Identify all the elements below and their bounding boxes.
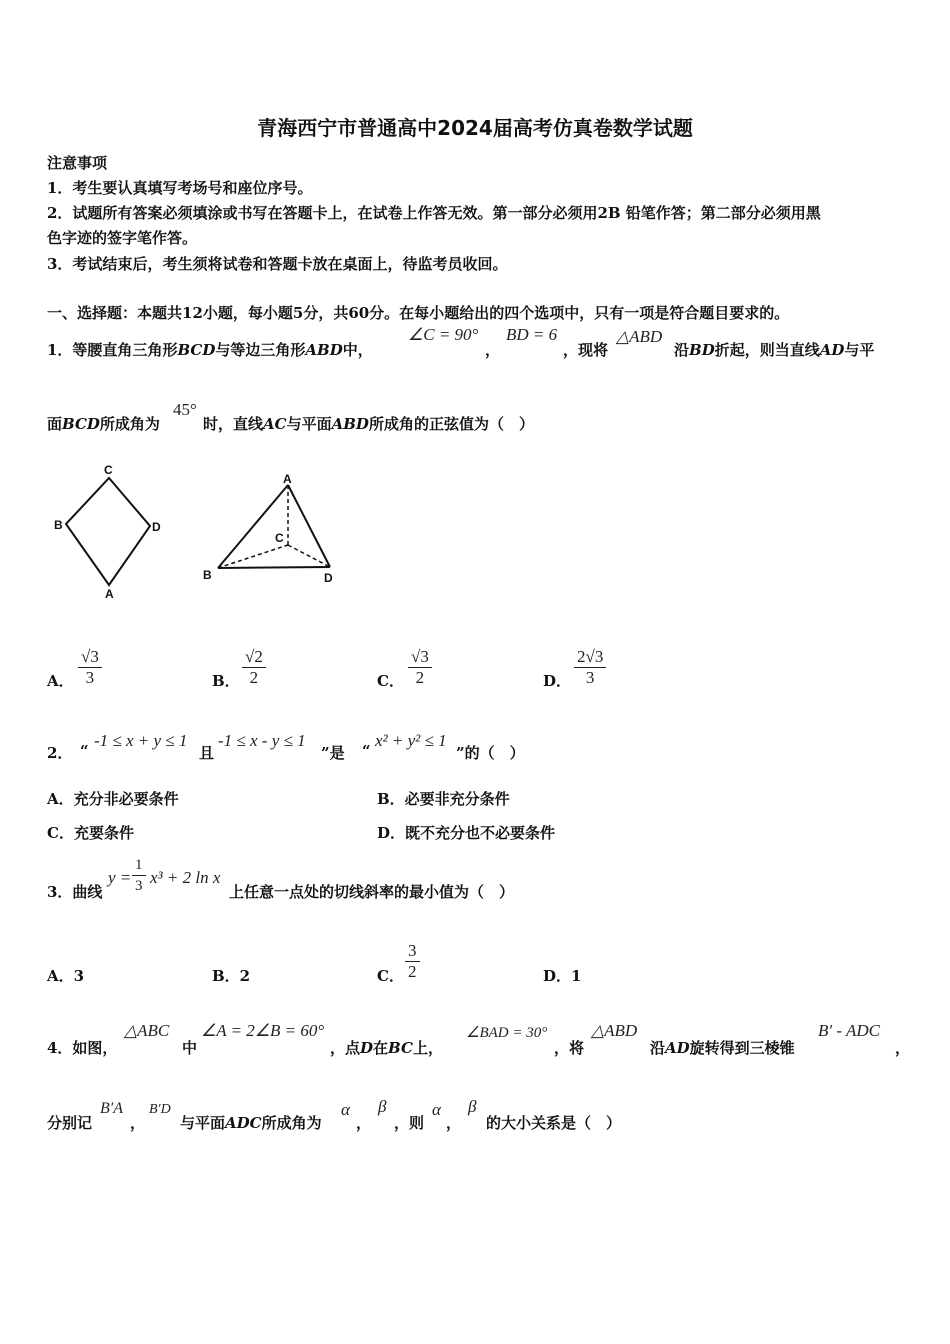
question-4-text: 沿AD旋转得到三棱锥 bbox=[650, 1039, 795, 1057]
math-curve-rest: x³ + 2 ln x bbox=[150, 868, 221, 887]
question-4-text: ，则 bbox=[394, 1114, 425, 1132]
fig-label-c: C bbox=[104, 463, 113, 477]
question-2-text-end: ”的（ ） bbox=[456, 744, 525, 762]
notice-item: 色字迹的签字笔作答。 bbox=[47, 229, 198, 247]
math-alpha: α bbox=[432, 1100, 441, 1119]
option-b: B．2 bbox=[212, 967, 251, 985]
fig-label-d: D bbox=[152, 520, 161, 534]
math-pyramid: B′ - ADC bbox=[818, 1021, 880, 1040]
math-angles: ∠A = 2∠B = 60° bbox=[201, 1021, 325, 1040]
question-1-line-2-end: 时，直线AC与平面ABD所成角的正弦值为（ ） bbox=[203, 415, 534, 433]
option-a-fraction: $\frac{√3}{3}$ bbox=[78, 647, 102, 688]
math-45-degree: 45° bbox=[173, 400, 197, 419]
option-b: B．必要非充分条件 bbox=[377, 790, 510, 808]
option-c-label: C． bbox=[377, 672, 404, 690]
question-4-line-2-text: 与平面ADC所成角为 bbox=[180, 1114, 322, 1132]
question-4-text: ，将 bbox=[554, 1039, 585, 1057]
option-a: A．3 bbox=[47, 967, 85, 985]
option-d: D．1 bbox=[543, 967, 582, 985]
page-title: 青海西宁市普通高中2024届高考仿真卷数学试题 bbox=[257, 116, 693, 140]
option-b-fraction: $\frac{√2}{2}$ bbox=[242, 647, 266, 688]
notice-heading: 注意事项 bbox=[47, 154, 108, 172]
math-one-third: $\frac{1}{3}$ bbox=[132, 855, 146, 896]
option-d-label: D． bbox=[543, 672, 572, 690]
question-1-text-end: 沿BD折起，则当直线AD与平 bbox=[674, 341, 875, 359]
question-1-line-1: 1．等腰直角三角形BCD与等边三角形ABD中， bbox=[47, 341, 373, 359]
option-a-label: A． bbox=[47, 672, 74, 690]
math-angle-c: ∠C = 90° bbox=[408, 325, 479, 344]
math-condition-3: x² + y² ≤ 1 bbox=[375, 731, 447, 750]
fig-label-c2: C bbox=[275, 531, 284, 545]
math-triangle-abd: △ABD bbox=[591, 1021, 638, 1040]
question-1-line-2: 面BCD所成角为 bbox=[47, 415, 160, 433]
option-c: C．充要条件 bbox=[47, 824, 134, 842]
question-4-text: 中 bbox=[182, 1039, 198, 1057]
math-beta: β bbox=[468, 1097, 477, 1116]
math-triangle-abd: △ABD bbox=[616, 327, 663, 346]
punct: ， bbox=[485, 341, 501, 359]
option-b-label: B． bbox=[212, 672, 240, 690]
punct: ， bbox=[895, 1039, 911, 1057]
math-beta: β bbox=[378, 1097, 387, 1116]
option-a: A．充分非必要条件 bbox=[47, 790, 179, 808]
square-bcd-figure bbox=[66, 478, 150, 585]
section-heading: 一、选择题：本题共12小题，每小题5分，共60分。在每小题给出的四个选项中，只有一项是符合题目要求的。 bbox=[47, 304, 790, 322]
fig-label-d2: D bbox=[324, 571, 333, 585]
math-bd: B′D bbox=[149, 1102, 171, 1117]
math-angle-bad: ∠BAD = 30° bbox=[466, 1025, 548, 1041]
option-d: D．既不充分也不必要条件 bbox=[377, 824, 556, 842]
punct: “ bbox=[80, 742, 89, 760]
question-1-text: ，现将 bbox=[563, 341, 609, 359]
option-d-fraction: $\frac{2√3}{3}$ bbox=[574, 647, 606, 688]
question-3-text-end: 上任意一点处的切线斜率的最小值为（ ） bbox=[229, 883, 515, 901]
math-condition-1: -1 ≤ x + y ≤ 1 bbox=[94, 731, 188, 750]
punct: ， bbox=[446, 1114, 462, 1132]
notice-item: 3．考试结束后，考生须将试卷和答题卡放在桌面上，待监考员收回。 bbox=[47, 255, 508, 273]
punct: “ bbox=[362, 742, 371, 760]
question-3-text: 3．曲线 bbox=[47, 883, 103, 901]
fig-label-a2: A bbox=[283, 472, 292, 486]
option-c-label: C． bbox=[377, 967, 404, 985]
option-c-fraction: $\frac{3}{2}$ bbox=[405, 941, 420, 982]
math-bd-length: BD = 6 bbox=[506, 325, 558, 344]
question-2-and: 且 bbox=[199, 744, 215, 762]
fig-label-a: A bbox=[105, 587, 114, 601]
fig-label-b: B bbox=[54, 518, 63, 532]
pyramid-figure bbox=[218, 485, 330, 568]
notice-item: 1．考生要认真填写考场号和座位序号。 bbox=[47, 179, 313, 197]
option-c-fraction: $\frac{√3}{2}$ bbox=[408, 647, 432, 688]
math-alpha: α bbox=[341, 1100, 350, 1119]
notice-item: 2．试题所有答案必须填涂或书写在答题卡上，在试卷上作答无效。第一部分必须用2B 铅笔作答；第二部分必须用黑 bbox=[47, 204, 821, 222]
math-condition-2: -1 ≤ x - y ≤ 1 bbox=[218, 731, 306, 750]
fig-label-b2: B bbox=[203, 568, 212, 582]
question-4-text: 4．如图， bbox=[47, 1039, 118, 1057]
punct: ， bbox=[130, 1114, 146, 1132]
question-2-number: 2． bbox=[47, 744, 73, 762]
question-4-text-end: 的大小关系是（ ） bbox=[486, 1114, 622, 1132]
question-2-text: ”是 bbox=[321, 744, 345, 762]
math-y-equals: y = bbox=[108, 868, 132, 887]
math-triangle-abc: △ABC bbox=[124, 1021, 170, 1040]
math-ba: B′A bbox=[100, 1100, 124, 1117]
punct: ， bbox=[356, 1114, 372, 1132]
question-4-text: ，点D在BC上， bbox=[330, 1039, 443, 1057]
question-4-line-2: 分别记 bbox=[47, 1114, 93, 1132]
question-1-figures bbox=[40, 455, 360, 605]
